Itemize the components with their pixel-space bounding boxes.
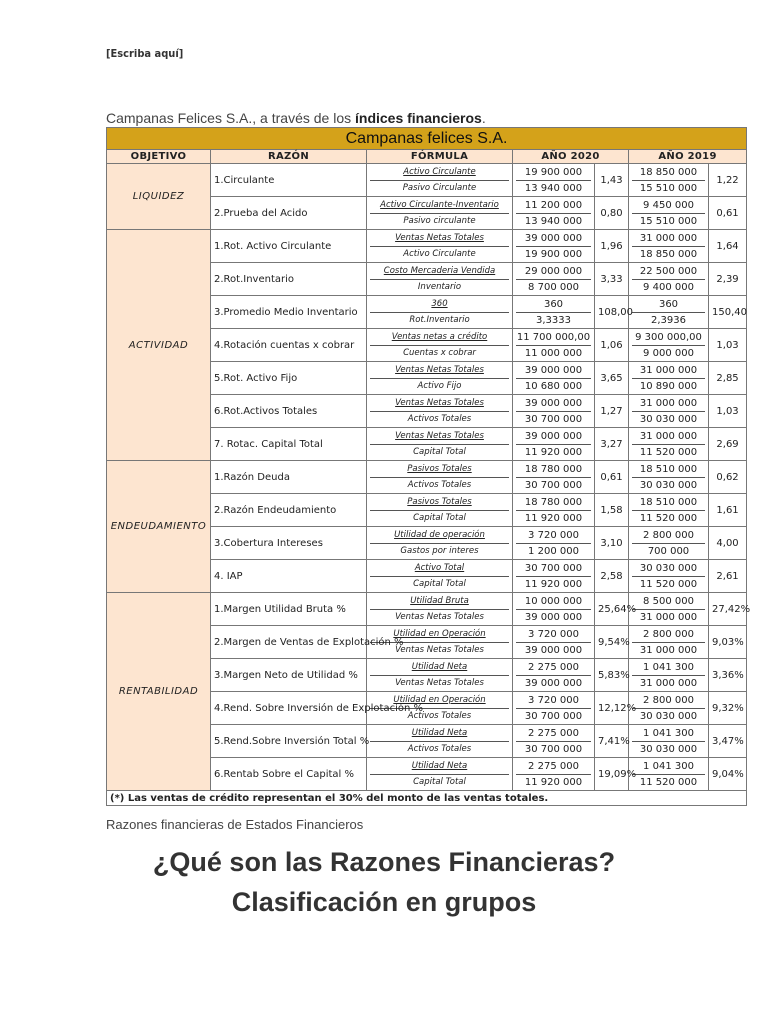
formula-cell	[367, 329, 513, 362]
razon-cell: 1.Razón Deuda	[211, 461, 367, 494]
value-numerator: 31 000 000	[632, 363, 705, 379]
header-year-2019: AÑO 2019	[629, 150, 747, 164]
formula-cell	[367, 395, 513, 428]
formula-numerator: Activo Circulante	[370, 165, 509, 181]
formula-denominator: Capital Total	[413, 776, 466, 787]
value-denominator: 15 510 000	[639, 215, 698, 227]
objetivo-cell: LIQUIDEZ	[107, 164, 211, 230]
value-numerator: 39 000 000	[516, 429, 591, 445]
value-numerator: 2 800 000	[632, 528, 705, 544]
razon-cell: 5.Rend.Sobre Inversión Total %	[211, 725, 367, 758]
year-2020-values	[513, 164, 595, 197]
intro-prefix: Campanas Felices S.A., a través de los	[106, 110, 355, 126]
formula-denominator: Rot.Inventario	[409, 314, 470, 325]
table-title: Campanas felices S.A.	[107, 128, 747, 150]
year-2020-values	[513, 692, 595, 725]
value-denominator: 11 000 000	[524, 347, 583, 359]
year-2019-values	[629, 428, 709, 461]
razon-cell: 1.Rot. Activo Circulante	[211, 230, 367, 263]
formula-numerator: Ventas Netas Totales	[370, 396, 509, 412]
year-2020-result: 0,61	[595, 461, 629, 494]
value-denominator: 30 030 000	[639, 710, 698, 722]
value-denominator: 39 000 000	[524, 611, 583, 623]
formula-denominator: Activos Totales	[407, 710, 472, 721]
value-numerator: 2 800 000	[632, 627, 705, 643]
formula-denominator: Ventas Netas Totales	[395, 644, 484, 655]
image-caption: Razones financieras de Estados Financieros	[106, 817, 364, 832]
formula-cell	[367, 758, 513, 791]
value-numerator: 9 450 000	[632, 198, 705, 214]
year-2019-result: 2,85	[709, 362, 747, 395]
value-numerator: 360	[632, 297, 705, 313]
formula-denominator: Ventas Netas Totales	[395, 677, 484, 688]
year-2019-values	[629, 230, 709, 263]
formula-numerator: Activo Total	[370, 561, 509, 577]
table-row	[107, 461, 747, 494]
value-denominator: 31 000 000	[639, 644, 698, 656]
header-formula: FÓRMULA	[367, 150, 513, 164]
year-2019-values	[629, 296, 709, 329]
header-placeholder[interactable]: [Escriba aquí]	[106, 47, 184, 60]
value-denominator: 30 030 000	[639, 479, 698, 491]
value-denominator: 39 000 000	[524, 677, 583, 689]
razon-cell: 3.Cobertura Intereses	[211, 527, 367, 560]
razon-cell: 1.Margen Utilidad Bruta %	[211, 593, 367, 626]
year-2020-result: 3,33	[595, 263, 629, 296]
year-2020-values	[513, 494, 595, 527]
year-2020-result: 25,64%	[595, 593, 629, 626]
year-2019-values	[629, 164, 709, 197]
razon-cell: 5.Rot. Activo Fijo	[211, 362, 367, 395]
year-2019-values	[629, 329, 709, 362]
value-denominator: 8 700 000	[528, 281, 579, 293]
year-2020-result: 1,43	[595, 164, 629, 197]
formula-denominator: Activos Totales	[407, 743, 472, 754]
razon-cell: 6.Rentab Sobre el Capital %	[211, 758, 367, 791]
year-2019-result: 27,42%	[709, 593, 747, 626]
razon-cell: 7. Rotac. Capital Total	[211, 428, 367, 461]
year-2020-result: 19,09%	[595, 758, 629, 791]
year-2020-values	[513, 395, 595, 428]
value-denominator: 30 700 000	[524, 743, 583, 755]
value-denominator: 11 520 000	[639, 446, 698, 458]
razon-cell: 6.Rot.Activos Totales	[211, 395, 367, 428]
formula-cell	[367, 659, 513, 692]
formula-numerator: Utilidad Neta	[370, 759, 509, 775]
formula-cell	[367, 494, 513, 527]
year-2020-values	[513, 362, 595, 395]
formula-numerator: Ventas Netas Totales	[370, 429, 509, 445]
year-2020-values	[513, 230, 595, 263]
heading-line-2: Clasificación en grupos	[231, 887, 537, 917]
year-2020-result: 1,27	[595, 395, 629, 428]
year-2020-values	[513, 461, 595, 494]
formula-numerator: Costo Mercaderia Vendida	[370, 264, 509, 280]
formula-numerator: Ventas netas a crédito	[370, 330, 509, 346]
formula-denominator: Activos Totales	[407, 479, 472, 490]
formula-denominator: Activo Circulante	[403, 248, 476, 259]
year-2019-values	[629, 560, 709, 593]
year-2019-result: 0,61	[709, 197, 747, 230]
year-2020-result: 108,00	[595, 296, 629, 329]
section-heading	[0, 842, 768, 922]
formula-cell	[367, 527, 513, 560]
formula-cell	[367, 461, 513, 494]
formula-denominator: Cuentas x cobrar	[403, 347, 476, 358]
year-2019-result: 3,47%	[709, 725, 747, 758]
value-numerator: 10 000 000	[516, 594, 591, 610]
value-numerator: 1 041 300	[632, 660, 705, 676]
year-2019-result: 1,03	[709, 329, 747, 362]
value-denominator: 30 700 000	[524, 710, 583, 722]
value-denominator: 9 400 000	[643, 281, 694, 293]
formula-cell	[367, 230, 513, 263]
value-numerator: 30 030 000	[632, 561, 705, 577]
objetivo-cell: RENTABILIDAD	[107, 593, 211, 791]
year-2020-result: 9,54%	[595, 626, 629, 659]
year-2020-result: 3,27	[595, 428, 629, 461]
intro-bold: índices financieros	[355, 110, 482, 126]
year-2020-result: 1,58	[595, 494, 629, 527]
razon-cell: 3.Margen Neto de Utilidad %	[211, 659, 367, 692]
value-numerator: 39 000 000	[516, 363, 591, 379]
value-numerator: 18 780 000	[516, 462, 591, 478]
formula-numerator: Utilidad Neta	[370, 726, 509, 742]
year-2020-result: 0,80	[595, 197, 629, 230]
value-denominator: 19 900 000	[524, 248, 583, 260]
formula-denominator: Activos Totales	[407, 413, 472, 424]
value-numerator: 11 200 000	[516, 198, 591, 214]
formula-denominator: Capital Total	[413, 578, 466, 589]
formula-cell	[367, 362, 513, 395]
formula-numerator: 360	[370, 297, 509, 313]
value-denominator: 13 940 000	[524, 182, 583, 194]
razon-cell: 2.Prueba del Acido	[211, 197, 367, 230]
year-2019-result: 3,36%	[709, 659, 747, 692]
value-numerator: 18 510 000	[632, 462, 705, 478]
value-numerator: 22 500 000	[632, 264, 705, 280]
razon-cell: 4.Rotación cuentas x cobrar	[211, 329, 367, 362]
razon-cell: 2.Razón Endeudamiento	[211, 494, 367, 527]
razon-cell: 4.Rend. Sobre Inversión de Explotación %	[211, 692, 367, 725]
value-denominator: 10 680 000	[524, 380, 583, 392]
year-2020-result: 7,41%	[595, 725, 629, 758]
razon-cell: 2.Margen de Ventas de Explotación %	[211, 626, 367, 659]
value-numerator: 18 780 000	[516, 495, 591, 511]
year-2020-values	[513, 296, 595, 329]
formula-numerator: Ventas Netas Totales	[370, 231, 509, 247]
value-denominator: 30 700 000	[524, 479, 583, 491]
value-numerator: 31 000 000	[632, 429, 705, 445]
value-numerator: 11 700 000,00	[516, 330, 591, 346]
year-2020-result: 3,65	[595, 362, 629, 395]
value-numerator: 1 041 300	[632, 759, 705, 775]
value-denominator: 3,3333	[536, 314, 571, 326]
formula-numerator: Utilidad Bruta	[370, 594, 509, 610]
formula-cell	[367, 428, 513, 461]
year-2020-result: 3,10	[595, 527, 629, 560]
objetivo-cell: ENDEUDAMIENTO	[107, 461, 211, 593]
year-2019-values	[629, 593, 709, 626]
formula-numerator: Utilidad de operación	[370, 528, 509, 544]
razon-cell: 1.Circulante	[211, 164, 367, 197]
year-2019-values	[629, 362, 709, 395]
formula-denominator: Activo Fijo	[417, 380, 462, 391]
value-denominator: 39 000 000	[524, 644, 583, 656]
year-2020-values	[513, 329, 595, 362]
year-2019-result: 2,39	[709, 263, 747, 296]
formula-numerator: Utilidad en Operación	[370, 627, 509, 643]
year-2020-result: 12,12%	[595, 692, 629, 725]
value-denominator: 2,3936	[651, 314, 686, 326]
value-denominator: 9 000 000	[643, 347, 694, 359]
year-2020-result: 1,06	[595, 329, 629, 362]
value-denominator: 1 200 000	[528, 545, 579, 557]
header-year-2020: AÑO 2020	[513, 150, 629, 164]
year-2019-values	[629, 197, 709, 230]
value-numerator: 19 900 000	[516, 165, 591, 181]
year-2019-values	[629, 527, 709, 560]
value-numerator: 2 275 000	[516, 660, 591, 676]
value-numerator: 8 500 000	[632, 594, 705, 610]
financial-ratios-table	[106, 127, 751, 806]
formula-denominator: Pasivo Circulante	[402, 182, 477, 193]
value-denominator: 11 520 000	[639, 578, 698, 590]
year-2019-result: 9,03%	[709, 626, 747, 659]
value-denominator: 11 520 000	[639, 512, 698, 524]
value-numerator: 3 720 000	[516, 693, 591, 709]
value-denominator: 11 920 000	[524, 446, 583, 458]
formula-cell	[367, 593, 513, 626]
financial-table-image	[106, 127, 751, 806]
year-2019-result: 150,40	[709, 296, 747, 329]
year-2019-result: 1,64	[709, 230, 747, 263]
table-row	[107, 164, 747, 197]
razon-cell: 3.Promedio Medio Inventario	[211, 296, 367, 329]
formula-cell	[367, 197, 513, 230]
year-2019-values	[629, 494, 709, 527]
year-2019-result: 2,69	[709, 428, 747, 461]
heading-line-1: ¿Qué son las Razones Financieras?	[152, 847, 616, 877]
formula-denominator: Capital Total	[413, 446, 466, 457]
value-denominator: 30 030 000	[639, 413, 698, 425]
razon-cell: 2.Rot.Inventario	[211, 263, 367, 296]
year-2020-values	[513, 593, 595, 626]
year-2019-values	[629, 395, 709, 428]
value-denominator: 700 000	[647, 545, 690, 557]
year-2020-values	[513, 758, 595, 791]
value-numerator: 30 700 000	[516, 561, 591, 577]
year-2020-values	[513, 626, 595, 659]
value-numerator: 29 000 000	[516, 264, 591, 280]
value-numerator: 39 000 000	[516, 231, 591, 247]
year-2020-values	[513, 263, 595, 296]
table-footnote: (*) Las ventas de crédito representan el 30% del monto de las ventas totales.	[107, 791, 747, 806]
formula-cell	[367, 725, 513, 758]
year-2019-values	[629, 263, 709, 296]
value-numerator: 9 300 000,00	[632, 330, 705, 346]
year-2019-result: 4,00	[709, 527, 747, 560]
objetivo-cell: ACTIVIDAD	[107, 230, 211, 461]
year-2019-values	[629, 692, 709, 725]
year-2019-result: 1,22	[709, 164, 747, 197]
year-2020-values	[513, 527, 595, 560]
year-2019-result: 9,32%	[709, 692, 747, 725]
formula-numerator: Activo Circulante-Inventario	[370, 198, 509, 214]
header-razon: RAZÓN	[211, 150, 367, 164]
value-numerator: 360	[516, 297, 591, 313]
value-numerator: 2 275 000	[516, 726, 591, 742]
value-denominator: 31 000 000	[639, 611, 698, 623]
formula-denominator: Inventario	[417, 281, 462, 292]
formula-numerator: Pasivos Totales	[370, 495, 509, 511]
value-numerator: 18 510 000	[632, 495, 705, 511]
value-numerator: 3 720 000	[516, 528, 591, 544]
razon-cell: 4. IAP	[211, 560, 367, 593]
value-denominator: 10 890 000	[639, 380, 698, 392]
year-2020-values	[513, 197, 595, 230]
formula-numerator: Ventas Netas Totales	[370, 363, 509, 379]
intro-text	[106, 110, 486, 126]
value-numerator: 2 275 000	[516, 759, 591, 775]
year-2019-values	[629, 758, 709, 791]
intro-suffix: .	[481, 110, 486, 126]
header-objetivo: OBJETIVO	[107, 150, 211, 164]
value-numerator: 39 000 000	[516, 396, 591, 412]
formula-numerator: Utilidad Neta	[370, 660, 509, 676]
value-denominator: 30 700 000	[524, 413, 583, 425]
value-numerator: 1 041 300	[632, 726, 705, 742]
value-numerator: 2 800 000	[632, 693, 705, 709]
year-2019-result: 2,61	[709, 560, 747, 593]
value-denominator: 18 850 000	[639, 248, 698, 260]
formula-cell	[367, 296, 513, 329]
year-2020-result: 2,58	[595, 560, 629, 593]
formula-denominator: Gastos por interes	[400, 545, 479, 556]
year-2019-result: 1,03	[709, 395, 747, 428]
table-row	[107, 593, 747, 626]
value-denominator: 13 940 000	[524, 215, 583, 227]
value-numerator: 31 000 000	[632, 231, 705, 247]
formula-cell	[367, 164, 513, 197]
formula-denominator: Ventas Netas Totales	[395, 611, 484, 622]
year-2019-values	[629, 725, 709, 758]
formula-denominator: Pasivo circulante	[403, 215, 476, 226]
year-2020-result: 1,96	[595, 230, 629, 263]
value-denominator: 11 920 000	[524, 578, 583, 590]
value-denominator: 31 000 000	[639, 677, 698, 689]
value-denominator: 11 920 000	[524, 512, 583, 524]
value-numerator: 18 850 000	[632, 165, 705, 181]
formula-numerator: Utilidad en Operación	[370, 693, 509, 709]
year-2019-values	[629, 461, 709, 494]
year-2019-values	[629, 659, 709, 692]
formula-cell	[367, 263, 513, 296]
table-row	[107, 230, 747, 263]
year-2019-result: 0,62	[709, 461, 747, 494]
value-denominator: 30 030 000	[639, 743, 698, 755]
year-2020-values	[513, 560, 595, 593]
formula-numerator: Pasivos Totales	[370, 462, 509, 478]
value-numerator: 31 000 000	[632, 396, 705, 412]
year-2019-result: 9,04%	[709, 758, 747, 791]
year-2019-values	[629, 626, 709, 659]
formula-cell	[367, 560, 513, 593]
year-2020-values	[513, 725, 595, 758]
value-numerator: 3 720 000	[516, 627, 591, 643]
year-2020-values	[513, 428, 595, 461]
value-denominator: 11 520 000	[639, 776, 698, 788]
value-denominator: 11 920 000	[524, 776, 583, 788]
formula-denominator: Capital Total	[413, 512, 466, 523]
value-denominator: 15 510 000	[639, 182, 698, 194]
year-2019-result: 1,61	[709, 494, 747, 527]
year-2020-values	[513, 659, 595, 692]
year-2020-result: 5,83%	[595, 659, 629, 692]
